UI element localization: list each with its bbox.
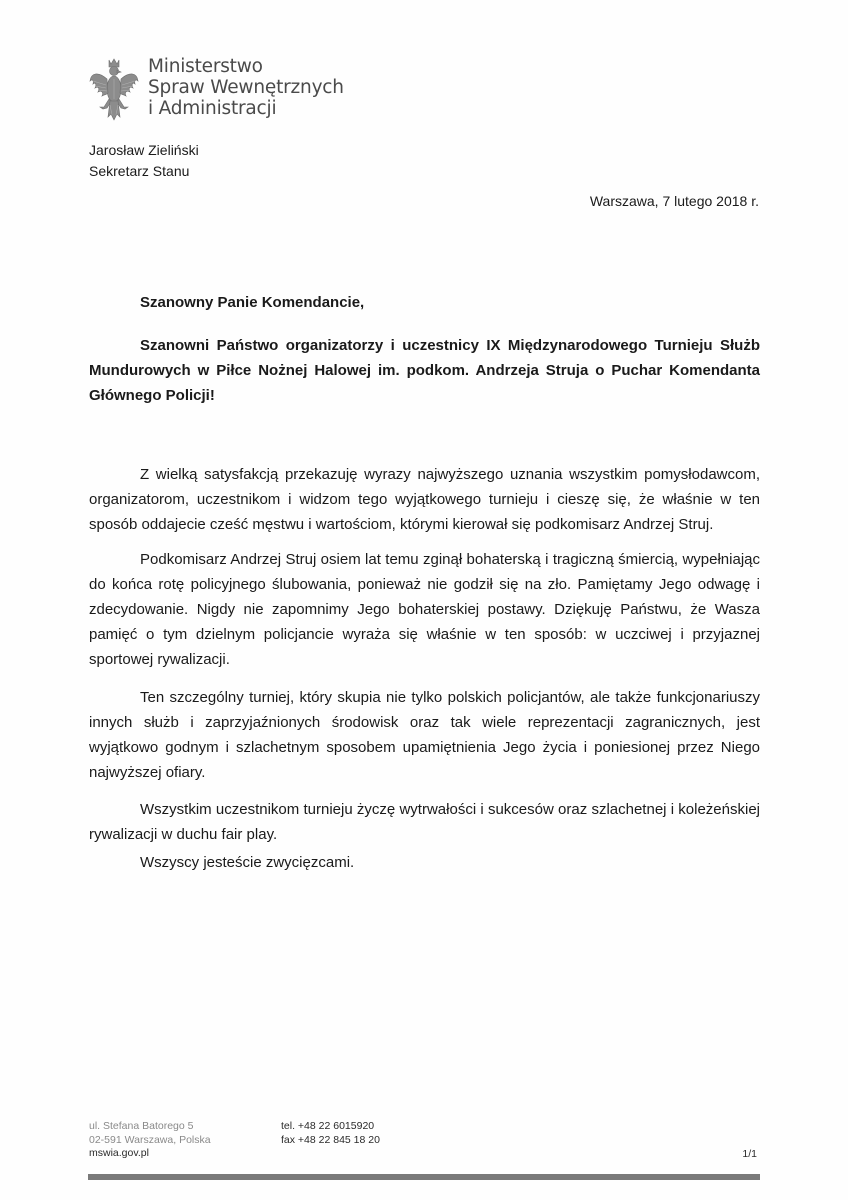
salutation-participants: Szanowni Państwo organizatorzy i uczestnicy IX Międzynarodowego Turnieju Służb Mundurowych w Piłce Nożnej Halowej im. podkom. Andrzeja Struja o Puchar Komendanta Głównego Policji! — [89, 337, 760, 404]
letter-closing: Wszyscy jesteście zwycięzcami. — [140, 854, 355, 871]
footer-divider — [88, 1174, 760, 1180]
letter-paragraph: Ten szczególny turniej, który skupia nie tylko polskich policjantów, ale także funkcjonariuszy innych służb i zaprzyjaźnionych środowisk oraz tak wiele reprezentacji zagranicznych, jest wyjątkowo godnym i szlachetnym sposobem upamiętnienia Jego życia i poniesionej przez Niego najwyższej ofiary. — [89, 689, 760, 781]
footer-contact — [281, 1120, 380, 1147]
footer-address — [89, 1120, 211, 1161]
footer-street: ul. Stefana Batorego 5 — [89, 1120, 194, 1132]
polish-eagle-emblem-icon — [88, 57, 140, 123]
page-number: 1/1 — [742, 1148, 757, 1160]
letter-paragraph: Z wielką satysfakcją przekazuję wyrazy najwyższego uznania wszystkim pomysłodawcom, organizatorom, uczestnikom i widzom tego wyjątkowego turnieju i cieszę się, że właśnie w ten sposób oddajecie cześć męstwu i wartościom, którymi kierował się podkomisarz Andrzej Struj. — [89, 466, 760, 533]
sender-block — [89, 140, 199, 182]
letterhead-logo — [88, 56, 344, 123]
footer-city: 02-591 Warszawa, Polska — [89, 1133, 211, 1146]
letter-paragraph: Podkomisarz Andrzej Struj osiem lat temu zginął bohaterską i tragiczną śmiercią, wypełniając do końca rotę policyjnego ślubowania, ponieważ nie godził się na zło. Pamiętamy Jego odwagę i zdecydowanie. Nigdy nie zapomnimy Jego bohaterskiej postawy. Dziękuję Państwu, że Wasza pamięć o tym dzielnym policjancie wyraża się właśnie w ten sposób: w uczciwej i przyjaznej sportowej rywalizacji. — [89, 551, 760, 668]
ministry-name-line: Ministerstwo — [148, 56, 263, 77]
footer-fax: fax +48 22 845 18 20 — [281, 1133, 380, 1146]
letter-date: Warszawa, 7 lutego 2018 r. — [589, 193, 759, 209]
ministry-name-line: i Administracji — [148, 98, 277, 119]
footer-website-link[interactable]: mswia.gov.pl — [89, 1147, 149, 1159]
letter-paragraph: Wszystkim uczestnikom turnieju życzę wytrwałości i sukcesów oraz szlachetnej i koleżeńskiej rywalizacji w duchu fair play. — [89, 801, 760, 843]
ministry-name-line: Spraw Wewnętrznych — [148, 77, 344, 98]
sender-title: Sekretarz Stanu — [89, 163, 190, 179]
sender-name: Jarosław Zieliński — [89, 142, 199, 158]
salutation-commander: Szanowny Panie Komendancie, — [140, 294, 365, 311]
footer-phone: tel. +48 22 6015920 — [281, 1120, 375, 1132]
ministry-name — [148, 56, 344, 119]
